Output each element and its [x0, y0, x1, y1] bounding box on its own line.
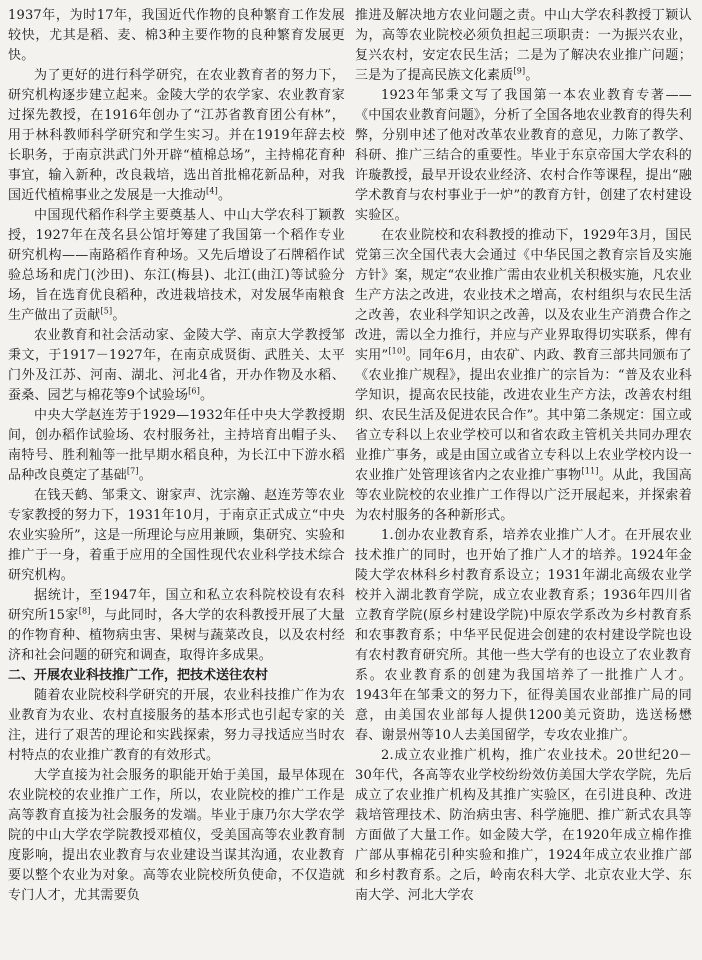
paragraph: 1.创办农业教育系，培养农业推广人才。在开展农业技术推广的同时，也开始了推广人才的培养。1924年金陵大学农林科乡村教育系设立；1931年湖北高级农业学校并入湖北教育学院，成立农业教育系；1936年四川省立教育学院(原乡村建设学院)中原农学系改为乡村教育系和农事教育系；中华平民促进会创建的农村建设学院也设有农村教育研究所。其他一些大学有的也设立了农业教育系。农业教育系的创建为我国培养了一批推广人才。1943年在邹秉文的努力下，征得美国农业部推广局的同意，由美国农业部每人提供1200美元资助，选送杨懋春、谢景州等10人去美国留学，专攻农业推广。 [355, 528, 692, 743]
paragraph: 农业教育和社会活动家、金陵大学、南京大学教授邹秉文，于1917－1927年，在南京成贤街、武胜关、太平门外及江苏、河南、湖北、河北4省，开办作物及水稻、蚕桑、园艺与棉花等9个试验场[6]。 [8, 328, 345, 403]
paragraph: 中央大学赵连芳于1929—1932年任中央大学教授期间，创办稻作试验场、农村服务社，主持培育出帽子头、南特号、胜利籼等一批早期水稻良种，为长江中下游水稻品种改良奠定了基础[7]。 [8, 408, 345, 483]
paragraph: 中国现代稻作科学主要奠基人、中山大学农科丁颖教授，1927年在茂名县公馆圩筹建了我国第一个稻作专业研究机构——南路稻作育种场。又先后增设了石牌稻作试验总场和虎门(沙田)、东江(梅县)、北江(曲江)等试验分场，旨在选育优良稻种，改进栽培技术，对发展华南粮食生产做出了贡献[5]。 [8, 208, 345, 323]
paragraph: 2.成立农业推广机构，推广农业技术。20世纪20－30年代，各高等农业学校纷纷效仿美国大学农学院，先后成立了农业推广机构及其推广实验区，在引进良种、改进栽培管理技术、防治病虫害、科学施肥、推广新式农具等方面做了大量工作。如金陵大学，在1920年成立棉作推广部从事棉花引种实验和推广，1924年成立农业推广部和乡村教育系。之后，岭南农科大学、北京农业大学、东南大学、河北大学农 [355, 748, 692, 903]
paragraph: 1923年邹秉文写了我国第一本农业教育专著——《中国农业教育问题》，分析了全国各地农业教育的得失利弊，分别申述了他对改革农业教育的意见，力陈了教学、科研、推广三结合的重要性。毕业于东京帝国大学农科的许璇教授，最早开设农业经济、农村合作等课程，提出“融学术教育与农村事业于一炉”的教育方针，创建了农村建设实验区。 [355, 88, 692, 223]
citation: [6] [188, 386, 201, 396]
citation: [4] [206, 186, 218, 196]
paragraph: 1937年，为时17年，我国近代作物的良种繁育工作发展较快，尤其是稻、麦、棉3种主要作物的良种繁育发展更快。 [8, 8, 345, 63]
citation: [11] [581, 466, 599, 476]
section-heading: 二、开展农业科技推广工作，把技术送往农村 [8, 668, 269, 683]
citation: [7] [126, 466, 139, 476]
right-column [355, 6, 692, 956]
paragraph: 随着农业院校科学研究的开展，农业科技推广作为农业教育为农业、农村直接服务的基本形式也引起专家的关注，进行了艰苦的理论和实践探索，努力寻找适应当时农村特点的农业推广教育的有效形式。 [8, 688, 345, 763]
paragraph: 据统计，至1947年，国立和私立农科院校设有农科研究所15家[8]，与此同时，各大学的农科教授开展了大量的作物育种、植物病虫害、果树与蔬菜改良，以及农村经济和社会问题的研究和调查，取得许多成果。 [8, 588, 345, 663]
citation: [10] [388, 346, 406, 356]
paragraph: 为了更好的进行科学研究，在农业教育者的努力下，研究机构逐步建立起来。金陵大学的农学家、农业教育家过探先教授，在1916年创办了“江苏省教育团公有林”，用于林科教师科学研究和学生实习。并在1919年辞去校长职务，于南京洪武门外开辟“植棉总场”，主持棉花育种事宜，输入新种，改良栽培，选出首批棉花新品种，对我国近代植棉事业之发展是一大推动[4]。 [8, 68, 345, 203]
citation: [5] [100, 306, 113, 316]
paragraph: 在农业院校和农科教授的推动下，1929年3月，国民党第三次全国代表大会通过《中华民国之教育宗旨及实施方针》案，规定“农业推广需由农业机关积极实施，凡农业生产方法之改进，农业技术之增高，农村组织与农民生活之改善，农业科学知识之改善，以及农业生产消费合作之改进，需以全力推行，并应与产业界取得切实联系，俾有实用”[10]。同年6月，由农矿、内政、教育三部共同颁布了《农业推广规程》，提出农业推广的宗旨为：“普及农业科学知识，提高农民技能，改进农业生产方法，改善农村组织、农民生活及促进农民合作”。其中第二条规定：国立或省立专科以上农业学校可以和省农政主管机关共同办理农业推广事务，或是由国立或省立专科以上农业学校内设一农业推广处管理该省内之农业推广事物[11]。从此，我国高等农业院校的农业推广工作得以广泛开展起来，并探索着为农村服务的各种新形式。 [355, 228, 692, 523]
citation: [8] [78, 606, 91, 616]
paragraph: 推进及解决地方农业问题之责。中山大学农科教授丁颖认为，高等农业院校必须负担起三项职责：一为振兴农业，复兴农村，安定农民生活；二是为了解决农业推广问题；三是为了提高民族文化素质[9]。 [355, 8, 692, 83]
left-column [8, 6, 345, 956]
paragraph: 在钱天鹤、邹秉文、谢家声、沈宗瀚、赵连芳等农业专家教授的努力下，1931年10月，于南京正式成立“中央农业实验所”，这是一所理论与应用兼顾，集研究、实验和推广于一身，着重于应用的全国性现代农业科学技术综合研究机构。 [8, 488, 345, 583]
citation: [9] [513, 66, 526, 76]
paragraph: 大学直接为社会服务的职能开始于美国，最早体现在农业院校的农业推广工作，所以，农业院校的推广工作是高等教育直接为社会服务的发端。毕业于康乃尔大学农学院的中山大学农学院教授邓植仪，受美国高等农业教育制度影响，提出农业教育与农业建设当谋其沟通，农业教育要以整个农业为对象。高等农业院校所负使命，不仅造就专门人才，尤其需要负 [8, 768, 345, 903]
